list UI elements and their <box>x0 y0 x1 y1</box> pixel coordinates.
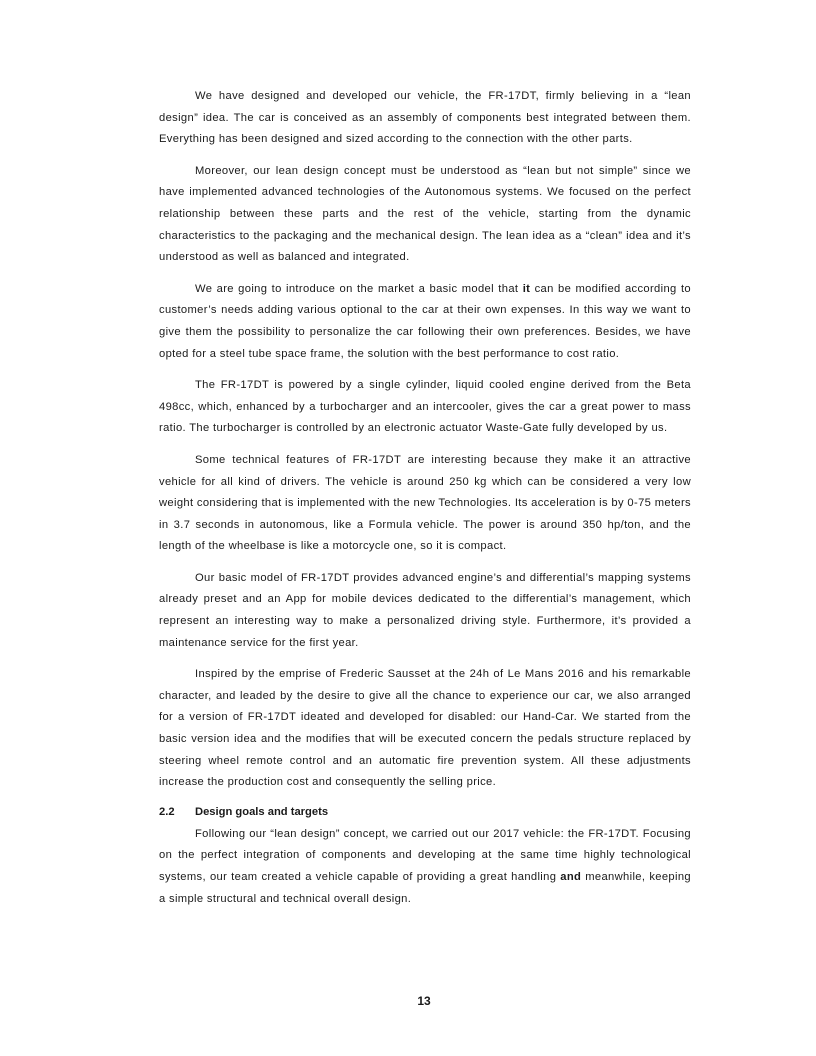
paragraph <box>159 664 691 794</box>
paragraph-text: Following our “lean design” concept, we carried out our 2017 vehicle: the FR-17DT. Focusing on the perfect integration of components and developing at the same time highly technological systems, our team created a vehicle capable of providing a great handling <box>159 827 691 883</box>
paragraph-text: Our basic model of FR-17DT provides advanced engine’s and differential’s mapping systems already preset and an App for mobile devices dedicated to the differential’s management, which represent an interesting way to make a personalized driving style. Furthermore, it’s provided a maintenance service for the first year. <box>159 571 691 649</box>
paragraph-text: Some technical features of FR-17DT are interesting because they make it an attractive vehicle for all kind of drivers. The vehicle is around 250 kg which can be considered a very low weight considering that is implemented with the new Technologies. Its acceleration is by 0-75 meters in 3.7 seconds in autonomous, like a Formula vehicle. The power is around 350 hp/ton, and the length of the wheelbase is like a motorcycle one, so it is compact. <box>159 453 691 553</box>
section-number: 2.2 <box>159 805 175 818</box>
paragraph <box>159 279 691 365</box>
paragraph-bold-text: it <box>522 282 531 295</box>
paragraph <box>159 450 691 558</box>
paragraph <box>159 86 691 151</box>
paragraph-text: meanwhile, keeping a simple structural and technical overall design. <box>159 871 691 905</box>
paragraph-text: Moreover, our lean design concept must be understood as “lean but not simple” since we have implemented advanced technologies of the Autonomous systems. We focused on the perfect relationship between these parts and the rest of the vehicle, starting from the dynamic characteristics to the packaging and the mechanical design. The lean idea as a “clean” idea and it’s understood as well as balanced and integrated. <box>159 164 691 264</box>
paragraphs-after-heading <box>159 824 691 910</box>
paragraphs-before-heading <box>159 86 691 794</box>
document-body <box>159 86 691 920</box>
paragraph-text: The FR-17DT is powered by a single cylinder, liquid cooled engine derived from the Beta 498cc, which, enhanced by a turbocharger and an intercooler, gives the car a great power to mass ratio. The turbocharger is controlled by an electronic actuator Waste-Gate fully developed by us. <box>159 379 691 435</box>
paragraph-text: can be modified according to customer’s needs adding various optional to the car at their own expenses. In this way we want to give them the possibility to personalize the car following their own preferences. Besides, we have opted for a steel tube space frame, the solution with the best performance to cost ratio. <box>159 282 691 360</box>
paragraph <box>159 161 691 269</box>
section-heading <box>159 802 691 823</box>
paragraph-text: Inspired by the emprise of Frederic Sausset at the 24h of Le Mans 2016 and his remarkable character, and leaded by the desire to give all the chance to experience our car, we also arranged for a version of FR-17DT ideated and developed for disabled: our Hand-Car. We started from the basic version idea and the modifies that will be executed concern the pedals structure replaced by steering wheel remote control and an automatic fire prevention system. All these adjustments increase the production cost and consequently the selling price. <box>159 668 691 789</box>
paragraph-text: We are going to introduce on the market a basic model that <box>195 282 523 295</box>
page-number: 13 <box>417 994 431 1008</box>
paragraph-bold-text: and <box>560 871 582 883</box>
paragraph <box>159 568 691 654</box>
section-title: Design goals and targets <box>195 805 329 818</box>
paragraph-text: We have designed and developed our vehicle, the FR-17DT, firmly believing in a “lean design” idea. The car is conceived as an assembly of components best integrated between them. Everything has been designed and sized according to the connection with the other parts. <box>159 90 691 146</box>
paragraph <box>159 824 691 910</box>
paragraph <box>159 375 691 440</box>
